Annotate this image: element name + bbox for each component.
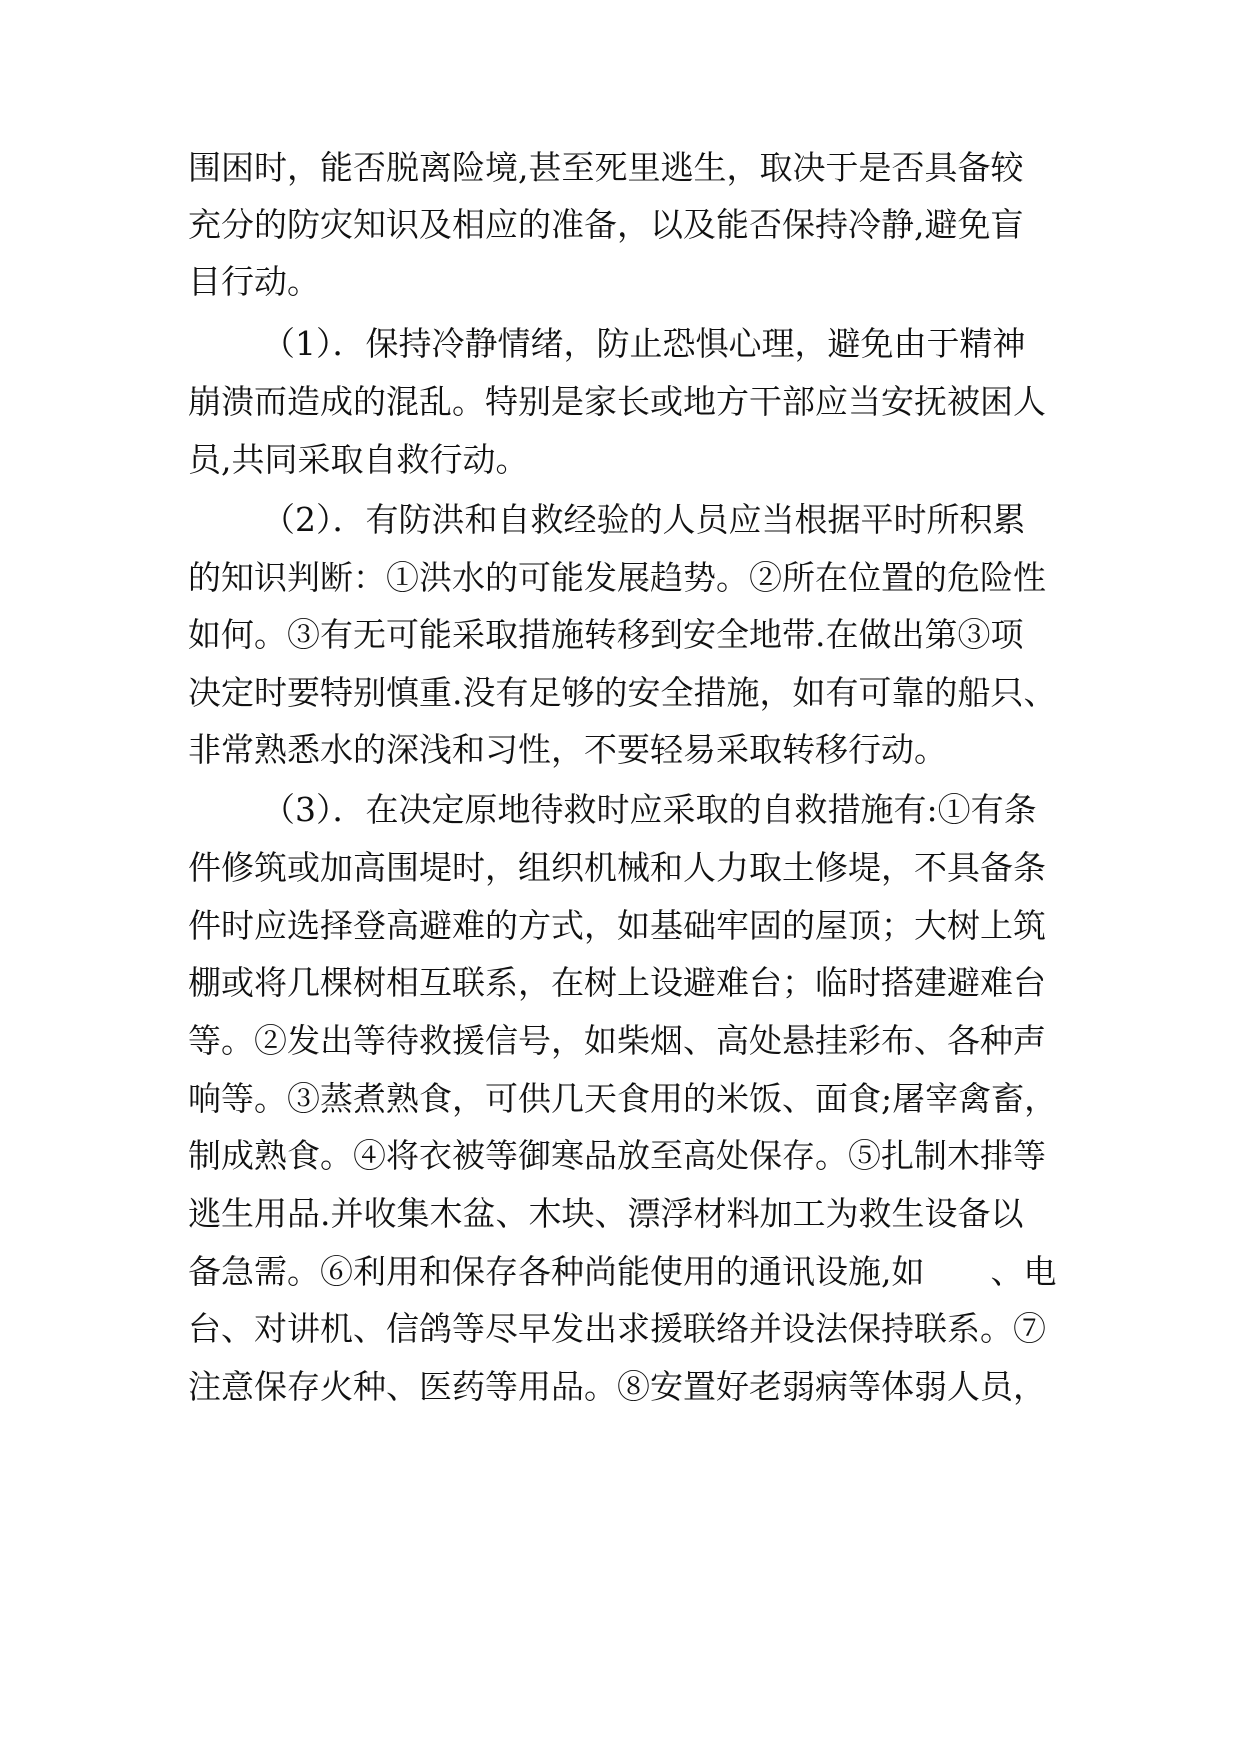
text-line: 件修筑或加高围堤时，组织机械和人力取土修堤，不具备条	[188, 848, 1046, 887]
text-line: 围困时，能否脱离险境,甚至死里逃生，取决于是否具备较	[188, 148, 1024, 187]
text-line: 决定时要特别慎重.没有足够的安全措施，如有可靠的船只、	[188, 673, 1057, 712]
text-line: 员,共同采取自救行动。	[188, 440, 529, 479]
text-line: 充分的防灾知识及相应的准备，以及能否保持冷静,避免盲	[188, 205, 1024, 244]
text-line: 崩溃而造成的混乱。特别是家长或地方干部应当安抚被困人	[188, 382, 1046, 421]
text-line: 等。②发出等待救援信号，如柴烟、高处悬挂彩布、各种声	[188, 1021, 1046, 1060]
text-line: 件时应选择登高避难的方式，如基础牢固的屋顶；大树上筑	[188, 906, 1046, 945]
paragraph-3-start: （3）．在决定原地待救时应采取的自救措施有:①有条	[262, 790, 1037, 829]
text-line: 目行动。	[188, 262, 320, 301]
text-line: 的知识判断：①洪水的可能发展趋势。②所在位置的危险性	[188, 558, 1046, 597]
text-line: 制成熟食。④将衣被等御寒品放至高处保存。⑤扎制木排等	[188, 1136, 1046, 1175]
text-line: 逃生用品.并收集木盆、木块、漂浮材料加工为救生设备以	[188, 1194, 1024, 1233]
text-line: 非常熟悉水的深浅和习性，不要轻易采取转移行动。	[188, 730, 947, 769]
text-line: 注意保存火种、医药等用品。⑧安置好老弱病等体弱人员，	[188, 1367, 1046, 1406]
paragraph-2-start: （2）．有防洪和自救经验的人员应当根据平时所积累	[262, 500, 1026, 539]
text-line: 棚或将几棵树相互联系，在树上设避难台；临时搭建避难台	[188, 963, 1046, 1002]
text-line: 台、对讲机、信鸽等尽早发出求援联络并设法保持联系。⑦	[188, 1309, 1046, 1348]
paragraph-1-start: （1）．保持冷静情绪，防止恐惧心理，避免由于精神	[262, 324, 1026, 363]
text-line: 如何。③有无可能采取措施转移到安全地带.在做出第③项	[188, 615, 1024, 654]
text-line: 备急需。⑥利用和保存各种尚能使用的通讯设施,如 、电	[188, 1252, 1057, 1291]
text-line: 响等。③蒸煮熟食，可供几天食用的米饭、面食;屠宰禽畜，	[188, 1079, 1058, 1118]
